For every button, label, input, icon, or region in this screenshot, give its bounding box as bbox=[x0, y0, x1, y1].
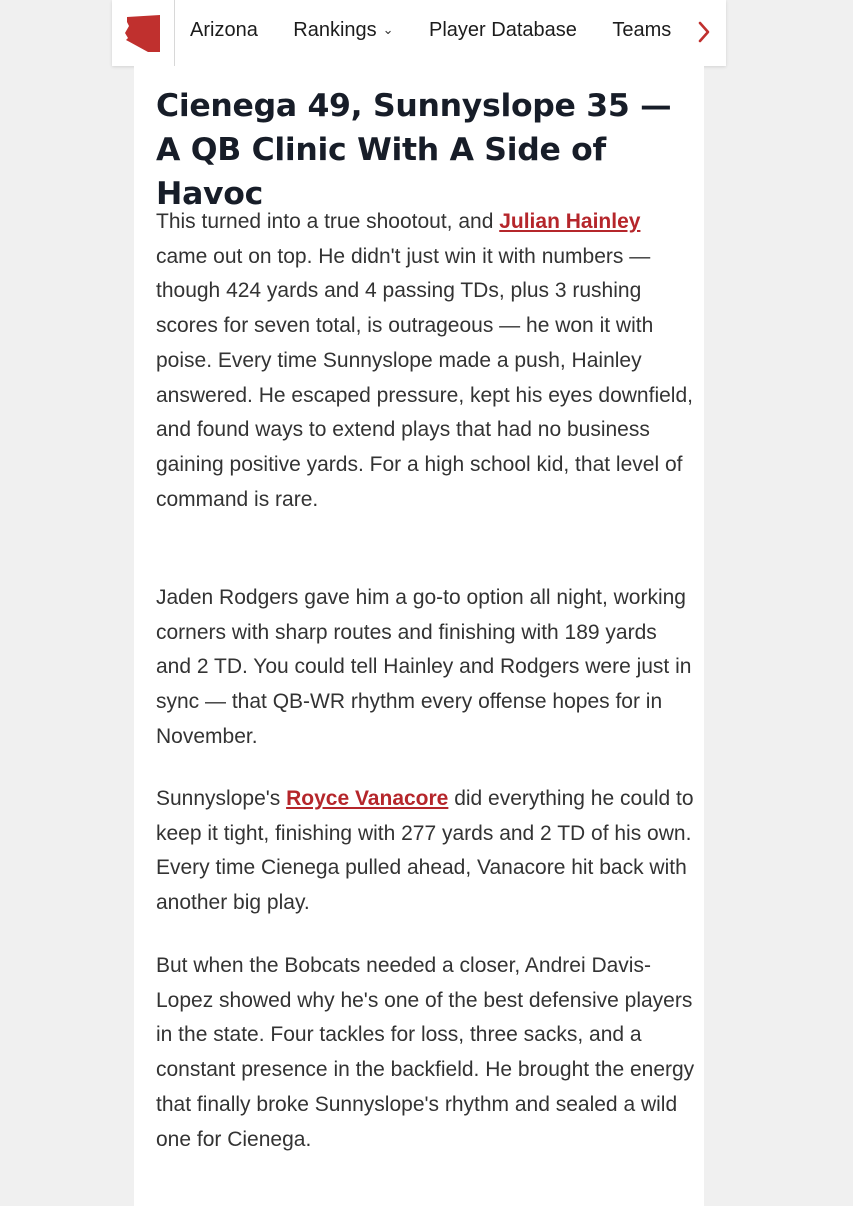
chevron-right-icon bbox=[696, 20, 712, 44]
article-card bbox=[134, 66, 704, 1206]
nav-item-teams[interactable]: Teams bbox=[612, 19, 672, 41]
nav-item-arizona[interactable]: Arizona bbox=[190, 19, 258, 41]
article-paragraph-3: Sunnyslope's Royce Vanacore did everything he could to keep it tight, finishing with 277 yards and 2 TD of his own. Every time Cienega pulled ahead, Vanacore hit back with another big play. bbox=[156, 787, 694, 915]
top-navbar bbox=[112, 0, 726, 66]
arizona-state-icon bbox=[124, 12, 162, 54]
nav-menu bbox=[190, 0, 686, 66]
brand-logo[interactable] bbox=[112, 0, 175, 66]
nav-scroll-right-button[interactable] bbox=[684, 0, 726, 66]
nav-item-player-database[interactable]: Player Database bbox=[429, 19, 577, 41]
nav-item-rankings[interactable]: Rankings ⌄ bbox=[293, 19, 394, 41]
player-link-royce-vanacore[interactable]: Royce Vanacore bbox=[286, 787, 449, 810]
article-paragraph-2: Jaden Rodgers gave him a go-to option all night, working corners with sharp routes and finishing with 189 yards and 2 TD. You could tell Hainley and Rodgers were just in sync — that QB-WR rhythm every offense hopes for in November. bbox=[156, 586, 692, 748]
player-link-julian-hainley[interactable]: Julian Hainley bbox=[499, 210, 641, 233]
article-paragraph-4: But when the Bobcats needed a closer, Andrei Davis-Lopez showed why he's one of the best defensive players in the state. Four tackles for loss, three sacks, and a constant presence in the backfield. He brought the energy that finally broke Sunnyslope's rhythm and sealed a wild one for Cienega. bbox=[156, 954, 695, 1151]
article-paragraph-1: This turned into a true shootout, and Julian Hainley came out on top. He didn't just win it with numbers — though 424 yards and 4 passing TDs, plus 3 rushing scores for seven total, is outrageous — he won it with poise. Every time Sunnyslope made a push, Hainley answered. He escaped pressure, kept his eyes downfield, and found ways to extend plays that had no business gaining positive yards. For a high school kid, that level of command is rare. bbox=[156, 210, 693, 511]
chevron-down-icon: ⌄ bbox=[382, 22, 394, 37]
article-headline: Cienega 49, Sunnyslope 35 — A QB Clinic With A Side of Havoc bbox=[156, 88, 672, 212]
